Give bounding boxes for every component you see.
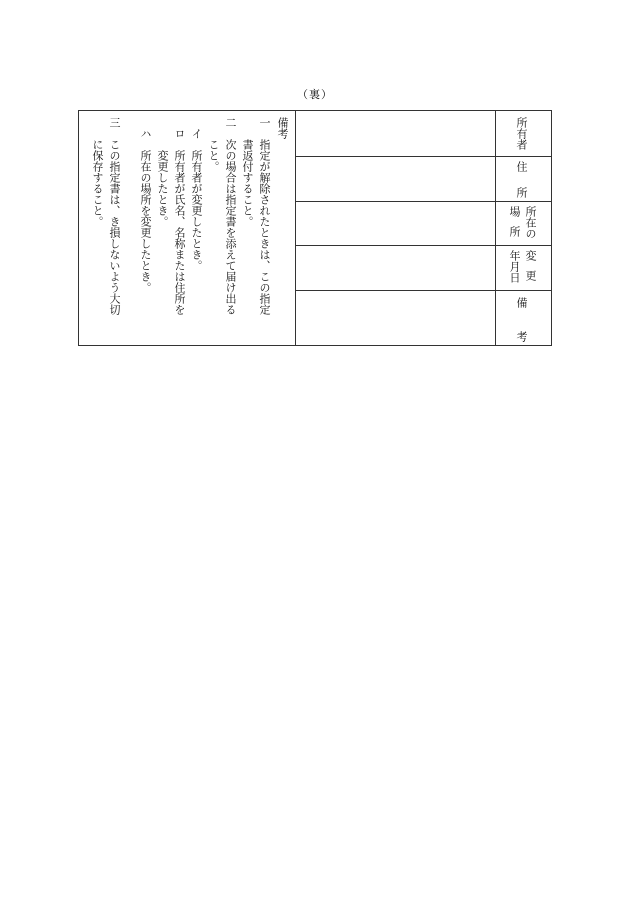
address-label: 住 所 [515, 161, 528, 200]
notes-title: 備考 [276, 117, 289, 139]
notes-line: 三 この指定書は、き損しないよう大切 [108, 117, 121, 315]
page-heading: （裏） [297, 88, 333, 101]
designation-form-back [78, 110, 552, 346]
location-label-top: 所在の [524, 206, 537, 239]
notes-line: こと。 [207, 117, 220, 172]
notes-line: ロ 所有者が氏名、名称または住所を [173, 117, 186, 315]
owner-label: 所有者 [515, 117, 528, 150]
remarks-value-cell[interactable] [296, 291, 495, 345]
notes-line: ハ 所在の場所を変更したとき。 [139, 117, 152, 293]
address-value-cell[interactable] [296, 157, 495, 201]
notes-line: 書返付すること。 [241, 117, 254, 227]
notes-line: 変更したとき。 [156, 117, 169, 227]
label-column-divider [495, 111, 496, 345]
remarks-label: 備 考 [515, 297, 528, 348]
change-label-top: 変 更 [524, 250, 537, 280]
location-value-cell[interactable] [296, 202, 495, 245]
change-label-bottom: 年月日 [508, 250, 521, 283]
owner-value-cell[interactable] [296, 111, 495, 156]
location-label-bottom: 場 所 [508, 206, 521, 236]
notes-line: 一 指定が解除されたときは、この指定 [258, 117, 271, 315]
notes-line: 二 次の場合は指定書を添えて届け出る [224, 117, 237, 315]
change-date-value-cell[interactable] [296, 246, 495, 290]
notes-line: に保存すること。 [91, 117, 104, 227]
notes-line: イ 所有者が変更したとき。 [190, 117, 203, 271]
